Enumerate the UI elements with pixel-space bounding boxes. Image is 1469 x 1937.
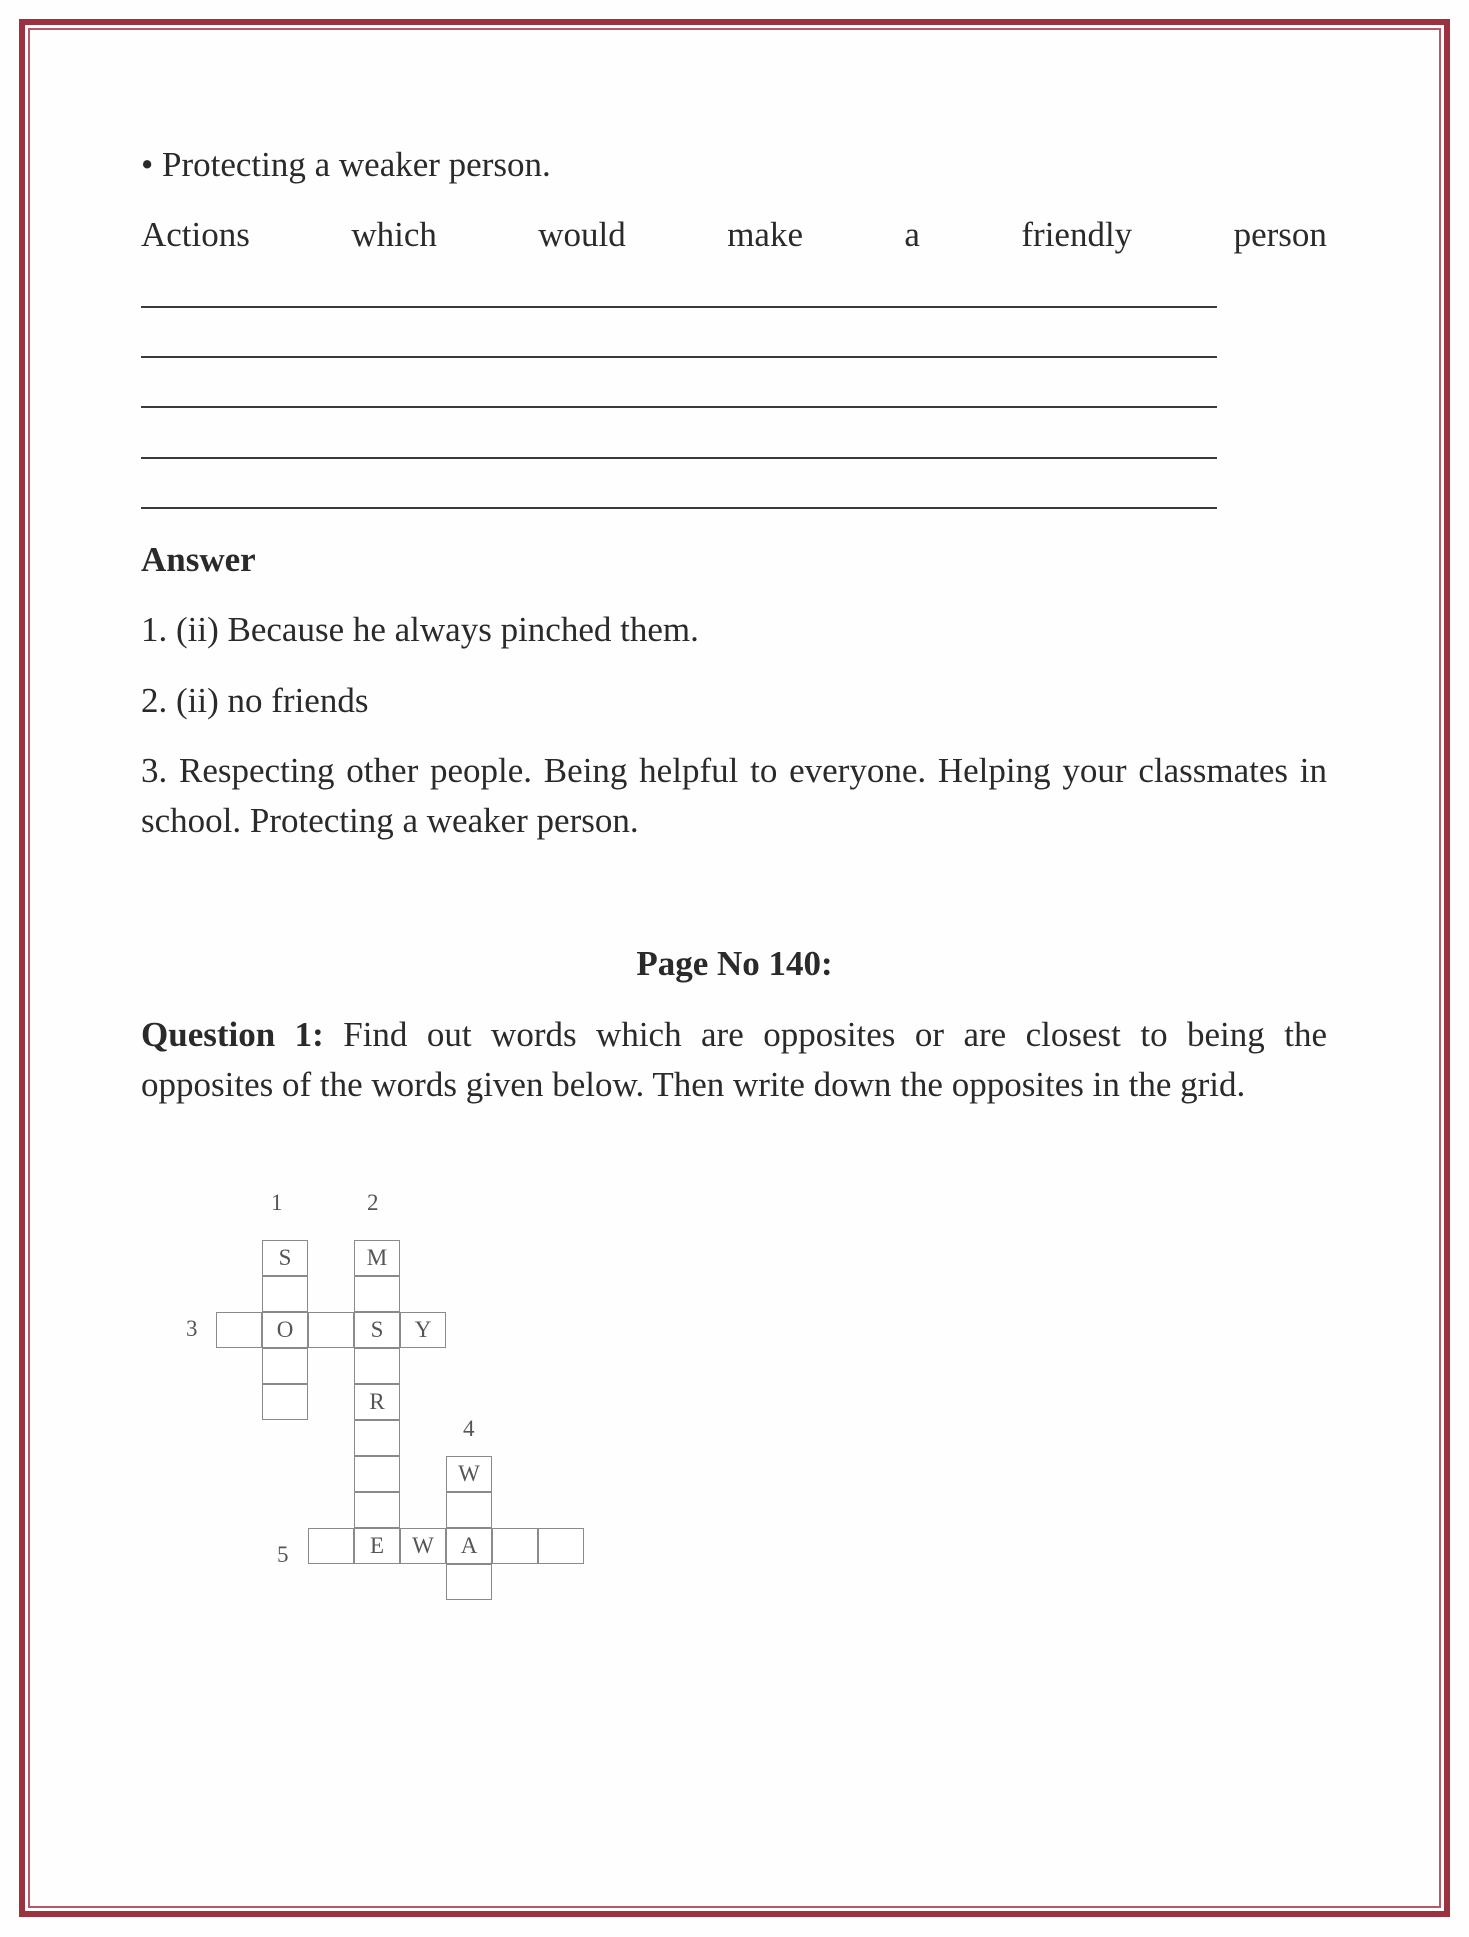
crossword-cell[interactable]: Y xyxy=(400,1312,446,1348)
crossword-cell[interactable]: A xyxy=(446,1528,492,1564)
crossword-cell[interactable]: S xyxy=(262,1240,308,1276)
answer-blank-line xyxy=(141,406,1217,408)
answer-blank-line xyxy=(141,457,1217,459)
answer-item-1: 1. (ii) Because he always pinched them. xyxy=(141,610,699,649)
crossword-cell[interactable]: W xyxy=(400,1528,446,1564)
crossword-cell[interactable] xyxy=(262,1384,308,1420)
crossword-cell[interactable]: M xyxy=(354,1240,400,1276)
clue-number-5: 5 xyxy=(277,1542,289,1567)
clue-number-3: 3 xyxy=(186,1316,198,1341)
answer-blank-line xyxy=(141,306,1217,308)
page-heading: Page No 140: xyxy=(636,944,833,983)
question-1 xyxy=(141,1010,1327,1110)
crossword-cell[interactable] xyxy=(308,1312,354,1348)
crossword-cell[interactable] xyxy=(216,1312,262,1348)
crossword-cell[interactable] xyxy=(446,1492,492,1528)
crossword-cell[interactable] xyxy=(446,1564,492,1600)
word: person xyxy=(1233,215,1327,254)
crossword-cell[interactable]: W xyxy=(446,1456,492,1492)
clue-number-1: 1 xyxy=(271,1190,283,1215)
crossword-cell[interactable]: R xyxy=(354,1384,400,1420)
crossword-cell[interactable] xyxy=(354,1420,400,1456)
word: would xyxy=(538,215,626,254)
word: which xyxy=(351,215,437,254)
answer-item-3: 3. Respecting other people. Being helpful to everyone. Helping your classmates in school. Protecting a weaker person. xyxy=(141,751,1327,840)
crossword-cell[interactable] xyxy=(492,1528,538,1564)
answer-heading: Answer xyxy=(141,540,256,579)
crossword-cell[interactable] xyxy=(262,1276,308,1312)
crossword-cell[interactable] xyxy=(354,1456,400,1492)
actions-prompt xyxy=(141,215,1327,255)
word: make xyxy=(727,215,803,254)
answer-blank-line xyxy=(141,356,1217,358)
crossword-cell[interactable] xyxy=(538,1528,584,1564)
answer-blank-line xyxy=(141,507,1217,509)
crossword-cell[interactable] xyxy=(262,1348,308,1384)
word: Actions xyxy=(141,215,250,254)
word: friendly xyxy=(1021,215,1133,254)
crossword-cell[interactable]: O xyxy=(262,1312,308,1348)
answer-item-2: 2. (ii) no friends xyxy=(141,681,369,720)
question-label: Question 1: xyxy=(141,1015,324,1054)
crossword-cell[interactable]: E xyxy=(354,1528,400,1564)
crossword-cell[interactable]: S xyxy=(354,1312,400,1348)
bullet-item: • Protecting a weaker person. xyxy=(141,145,551,184)
crossword-cell[interactable] xyxy=(354,1276,400,1312)
clue-number-2: 2 xyxy=(367,1190,379,1215)
crossword-cell[interactable] xyxy=(308,1528,354,1564)
crossword-cell[interactable] xyxy=(354,1492,400,1528)
word: a xyxy=(904,215,920,254)
crossword-cell[interactable] xyxy=(354,1348,400,1384)
clue-number-4: 4 xyxy=(463,1416,475,1441)
question-text: Find out words which are opposites or are closest to being the opposites of the words given below. Then write down the opposites in the grid. xyxy=(141,1015,1327,1104)
